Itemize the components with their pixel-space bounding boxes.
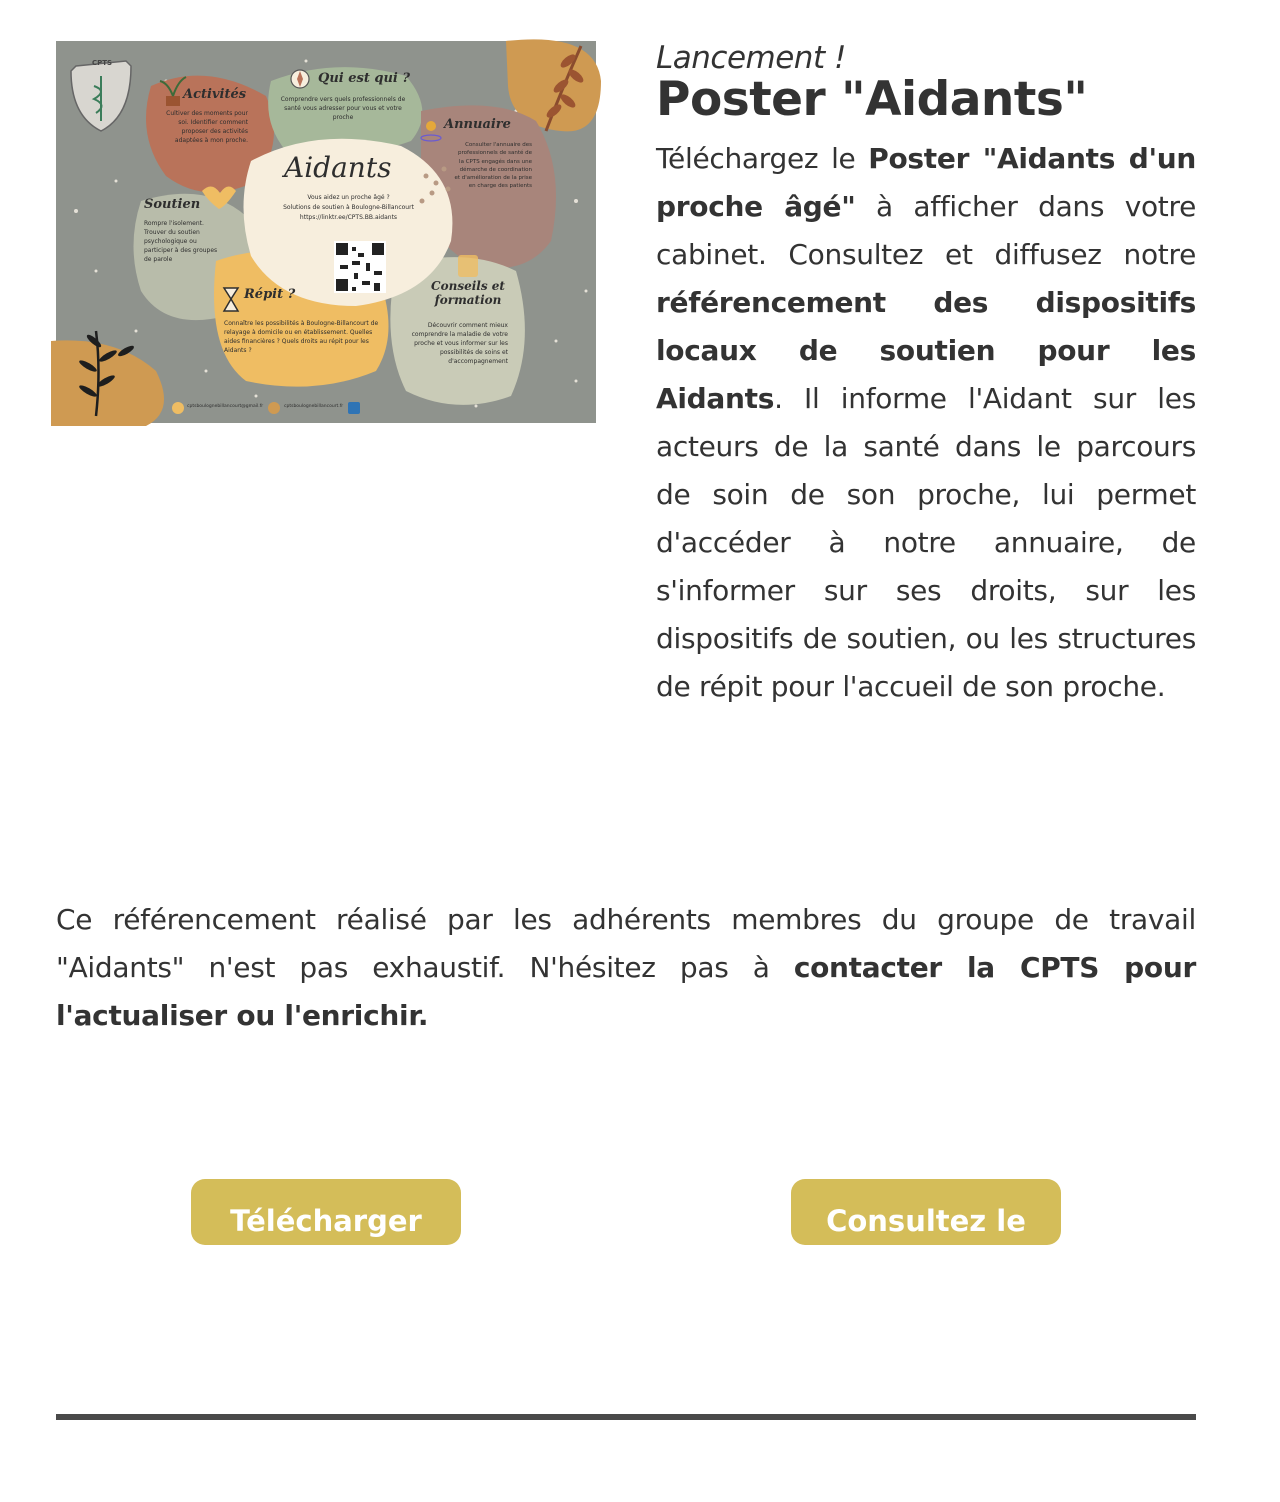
article-bold-referencement: référencement des dispositifs locaux de soutien pour les Aidants xyxy=(656,286,1196,415)
download-poster-button[interactable] xyxy=(191,1179,461,1282)
poster-conseils-text: Découvrir comment mieux comprendre la maladie de votre proche et vous informer sur les possibilités de soins et d'accompagnement xyxy=(411,322,508,365)
article-text-2: à afficher dans votre cabinet. Consultez et diffusez notre xyxy=(656,190,1197,271)
poster-footer-email: cptsboulognebillancourt@gmail.fr xyxy=(187,404,264,409)
poster-annuaire-text: Consulter l'annuaire des professionnels de santé de la CPTS engagés dans une démarche de coordination et d'amélioration de la prise en charge des patients xyxy=(454,142,532,190)
poster-qui-text: Comprendre vers quels professionnels de santé vous adresser pour vous et votre proche xyxy=(280,96,406,121)
consult-referencement-label: Consultez le xyxy=(826,1204,1026,1238)
poster-annuaire-title: Annuaire xyxy=(444,117,511,132)
article-title: Poster "Aidants" xyxy=(656,72,1088,127)
poster-conseils-title: Conseils et formation xyxy=(431,279,505,307)
article-text-3: . Il informe l'Aidant sur les acteurs de la santé dans le parcours de soin de son proche, lui permet d'accéder à notre annuaire, de s'informer sur ses droits, sur les dispositifs de soutien, ou les structures de répit pour l'accueil de son proche. xyxy=(656,382,1196,703)
article xyxy=(656,41,1196,711)
poster-qui-title: Qui est qui ? xyxy=(318,71,410,86)
poster-center-line2: Solutions de soutien à Boulogne-Billancourt xyxy=(283,204,414,211)
note-paragraph xyxy=(56,896,1196,1040)
note-text: Ce référencement réalisé par les adhérents membres du groupe de travail "Aidants" n'est pas exhaustif. N'hésitez pas à xyxy=(56,903,1196,984)
download-poster-label: Télécharger le xyxy=(230,1204,422,1282)
poster-center-url: https://linktr.ee/CPTS.BB.aidants xyxy=(299,214,398,221)
section-divider xyxy=(56,1414,1196,1420)
poster-repit-title: Répit ? xyxy=(244,287,296,302)
poster-soutien-title: Soutien xyxy=(144,197,201,212)
poster-center-title: Aidants xyxy=(284,151,392,184)
aidants-poster-image xyxy=(56,41,596,423)
poster-center-line1: Vous aidez un proche âgé ? xyxy=(307,194,390,201)
poster-activites-title: Activités xyxy=(183,87,247,102)
article-bold-poster: Poster "Aidants d'un proche âgé" xyxy=(656,142,1196,223)
note-bold-contact: contacter la CPTS pour l'actualiser ou l'enrichir. xyxy=(56,951,1196,1032)
poster-repit-text: Connaître les possibilités à Boulogne-Billancourt de relayage à domicile ou en établissement. Quelles aides financières ? Quels droits au répit pour les Aidants ? xyxy=(224,320,379,354)
poster-footer-site: cptsboulognebillancourt.fr xyxy=(284,404,344,409)
article-eyebrow: Lancement ! xyxy=(656,40,846,76)
poster-activites-text: Cultiver des moments pour soi. Identifier comment proposer des activités adaptées à mon proche. xyxy=(166,110,248,144)
poster-soutien-text: Rompre l'isolement. Trouver du soutien psychologique ou participer à des groupes de parole xyxy=(144,220,218,263)
article-paragraph xyxy=(656,135,1196,711)
consult-referencement-button[interactable] xyxy=(791,1179,1061,1245)
article-text-1: Téléchargez le xyxy=(656,142,869,175)
poster-logo-text: CPTS xyxy=(92,59,113,67)
